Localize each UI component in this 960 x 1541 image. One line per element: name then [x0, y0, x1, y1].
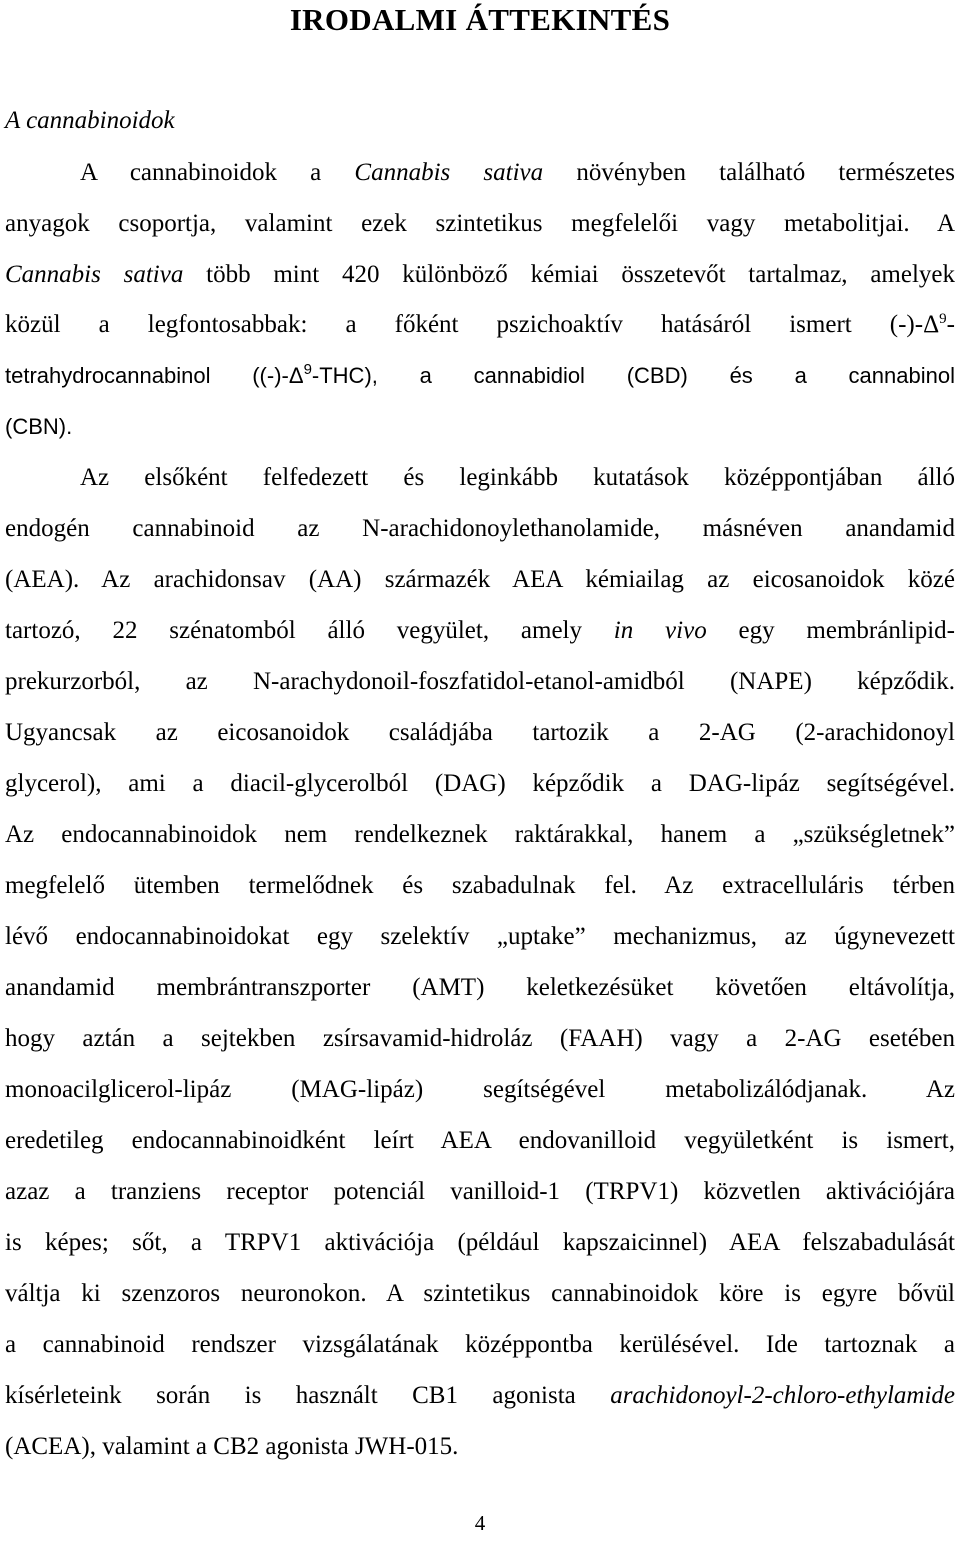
paragraph-line: Ugyancsak az eicosanoidok családjába tartozik a 2-AG (2-arachidonoyl: [5, 719, 955, 746]
paragraph-line: Az endocannabinoidok nem rendelkeznek raktárakkal, hanem a „szükségletnek”: [5, 821, 955, 848]
paragraph-line: (AEA). Az arachidonsav (AA) származék AEA kémiailag az eicosanoidok közé: [5, 566, 955, 593]
paragraph-line: eredetileg endocannabinoidként leírt AEA endovanilloid vegyületként is ismert,: [5, 1127, 955, 1154]
paragraph-line: megfelelő ütemben termelődnek és szabadulnak fel. Az extracelluláris térben: [5, 872, 955, 899]
paragraph-line: glycerol), ami a diacil-glycerolból (DAG) képződik a DAG-lipáz segítségével.: [5, 770, 955, 797]
paragraph-line: a cannabinoid rendszer vizsgálatának középpontba kerülésével. Ide tartoznak a: [5, 1331, 955, 1358]
paragraph-line: Az elsőként felfedezett és leginkább kutatások középpontjában álló: [80, 464, 955, 491]
paragraph-line: A cannabinoidok a Cannabis sativa növényben található természetes: [80, 159, 955, 186]
paragraph-line: anyagok csoportja, valamint ezek szintetikus megfelelői vagy metabolitjai. A: [5, 210, 955, 237]
section-heading: A cannabinoidok: [5, 107, 175, 134]
paragraph-line: (CBN).: [5, 414, 73, 439]
paragraph-line: anandamid membrántranszporter (AMT) keletkezésüket követően eltávolítja,: [5, 974, 955, 1001]
paragraph-line: kísérleteink során is használt CB1 agonista arachidonoyl-2-chloro-ethylamide: [5, 1382, 955, 1409]
paragraph-line: is képes; sőt, a TRPV1 aktivációja (például kapszaicinnel) AEA felszabadulását: [5, 1229, 955, 1256]
paragraph-line: azaz a tranziens receptor potenciál vanilloid-1 (TRPV1) közvetlen aktivációjára: [5, 1178, 955, 1205]
paragraph-line: (ACEA), valamint a CB2 agonista JWH-015.: [5, 1433, 459, 1460]
paragraph-line: monoacilglicerol-lipáz (MAG-lipáz) segítségével metabolizálódjanak. Az: [5, 1076, 955, 1103]
paragraph-line: Cannabis sativa több mint 420 különböző kémiai összetevőt tartalmaz, amelyek: [5, 261, 955, 288]
paragraph-line: tetrahydrocannabinol $((-)-\Delta^9-THC)$, a cannabidiol (CBD) és a cannabinol: [5, 361, 955, 388]
paragraph-line: lévő endocannabinoidokat egy szelektív „uptake” mechanizmus, az úgynevezett: [5, 923, 955, 950]
paragraph-line: tartozó, 22 szénatomból álló vegyület, amely in vivo egy membránlipid-: [5, 617, 955, 644]
page-number: 4: [474, 1511, 486, 1535]
paragraph-line: váltja ki szenzoros neuronokon. A szintetikus cannabinoidok köre is egyre bővül: [5, 1280, 955, 1307]
paragraph-line: hogy aztán a sejtekben zsírsavamid-hidroláz (FAAH) vagy a 2-AG esetében: [5, 1025, 955, 1052]
paragraph-line: endogén cannabinoid az N-arachidonoylethanolamide, másnéven anandamid: [5, 515, 955, 542]
paragraph-line: közül a legfontosabbak: a főként pszichoaktív hatásáról ismert $(-)-\Delta^9-$: [5, 311, 955, 338]
page-title: IRODALMI ÁTTEKINTÉS: [289, 2, 671, 37]
paragraph-line: prekurzorból, az N-arachydonoil-foszfatidol-etanol-amidból (NAPE) képződik.: [5, 668, 955, 695]
